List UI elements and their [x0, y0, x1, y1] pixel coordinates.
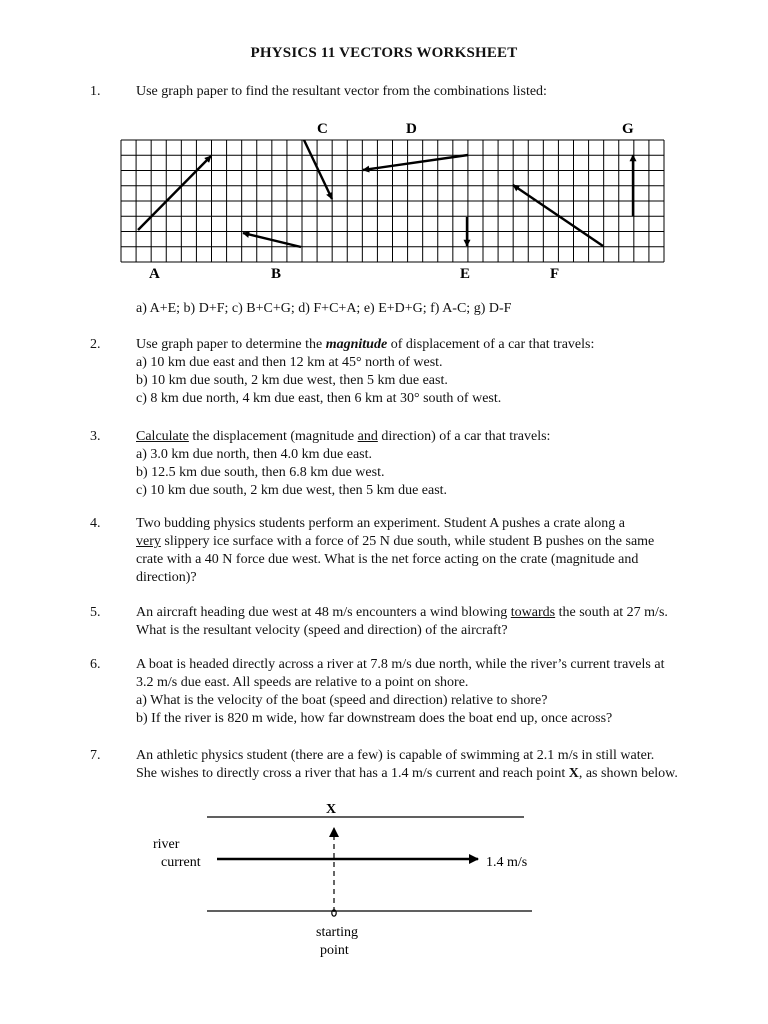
text-segment: the south at 27 m/s. [555, 605, 668, 620]
question-line: crate with a 40 N force due west. What is the net force acting on the crate (magnitude and [136, 552, 639, 567]
question-line: direction)? [136, 570, 197, 585]
vector-label-d: D [406, 121, 417, 137]
current-speed-label: 1.4 m/s [486, 855, 528, 870]
river-diagram [0, 795, 768, 975]
part-b: b) 12.5 km due south, then 6.8 km due west. [136, 465, 385, 480]
question-number: 7. [90, 748, 101, 763]
question-line: Two budding physics students perform an experiment. Student A pushes a crate along a [136, 516, 625, 531]
vector-c-arrow [304, 140, 332, 199]
part-a: a) 10 km due east and then 12 km at 45° north of west. [136, 355, 443, 370]
starting-label-line2: point [320, 943, 349, 958]
vector-label-a: A [149, 266, 160, 282]
question-number: 4. [90, 516, 101, 531]
text-segment: Use graph paper to determine the [136, 337, 326, 352]
question-number: 3. [90, 429, 101, 444]
vector-label-e: E [460, 266, 471, 282]
part-c: c) 10 km due south, 2 km due west, then 5 km due east. [136, 483, 448, 498]
underlined-word: and [357, 429, 378, 444]
text-segment: , as shown below. [578, 766, 678, 781]
starting-label-line1: starting [316, 925, 358, 940]
vector-d-arrow [363, 155, 468, 170]
underlined-word: Calculate [136, 429, 189, 444]
vector-label-c: C [317, 121, 328, 137]
current-label: current [161, 855, 201, 870]
part-a: a) 3.0 km due north, then 4.0 km due east. [136, 447, 373, 462]
emphasized-word: magnitude [325, 337, 388, 352]
question-number: 2. [90, 337, 101, 352]
question-number: 6. [90, 657, 101, 672]
question-line: What is the resultant velocity (speed and direction) of the aircraft? [136, 623, 508, 638]
text-segment: She wishes to directly cross a river that has a 1.4 m/s current and reach point [136, 766, 569, 781]
question-line: 3.2 m/s due east. All speeds are relative to a point on shore. [136, 675, 469, 690]
text-segment: An aircraft heading due west at 48 m/s encounters a wind blowing [136, 605, 511, 620]
combination-list: a) A+E; b) D+F; c) B+C+G; d) F+C+A; e) E+D+G; f) A-C; g) D-F [136, 301, 512, 316]
underlined-word: towards [510, 605, 556, 620]
underlined-word: very [136, 534, 161, 549]
question-text: Use graph paper to find the resultant vector from the combinations listed: [136, 84, 547, 99]
point-x-label: X [326, 802, 337, 817]
text-segment: the displacement (magnitude [188, 429, 358, 444]
question-number: 1. [90, 84, 101, 99]
part-a: a) What is the velocity of the boat (speed and direction) relative to shore? [136, 693, 548, 708]
question-line: An athletic physics student (there are a few) is capable of swimming at 2.1 m/s in still water. [136, 748, 655, 763]
text-segment: direction) of a car that travels: [377, 429, 551, 444]
text-segment: slippery ice surface with a force of 25 N due south, while student B pushes on the same [160, 534, 655, 549]
question-line: A boat is headed directly across a river at 7.8 m/s due north, while the river’s current travels at [136, 657, 665, 672]
part-b: b) 10 km due south, 2 km due west, then 5 km due east. [136, 373, 448, 388]
point-x-ref: X [568, 766, 579, 781]
vector-label-g: G [622, 121, 634, 137]
part-b: b) If the river is 820 m wide, how far downstream does the boat end up, once across? [136, 711, 613, 726]
vector-label-f: F [550, 266, 560, 282]
question-number: 5. [90, 605, 101, 620]
vector-a-arrow [138, 156, 211, 230]
part-c: c) 8 km due north, 4 km due east, then 6 km at 30° south of west. [136, 391, 502, 406]
graph-grid [121, 140, 664, 262]
text-segment: of displacement of a car that travels: [387, 337, 595, 352]
river-label: river [153, 837, 180, 852]
worksheet-title: PHYSICS 11 VECTORS WORKSHEET [250, 45, 518, 61]
vector-label-b: B [271, 266, 282, 282]
